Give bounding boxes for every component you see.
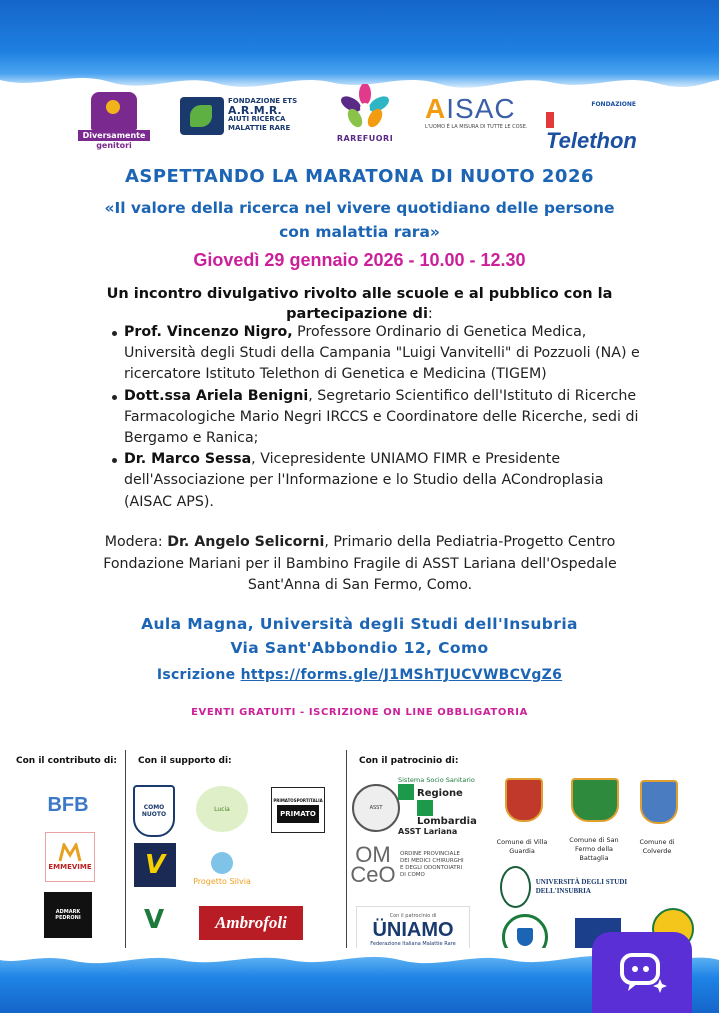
contributo-title: Con il contributo di: — [16, 756, 117, 766]
regione-lombardia-logo — [398, 776, 482, 836]
speaker-name: Dott.ssa Ariela Benigni — [124, 387, 309, 404]
regione-line1: Regione — [398, 784, 463, 800]
patrocinio-title: Con il patrocinio di: — [359, 756, 459, 766]
como-nuoto-logo: COMO NUOTO — [133, 785, 175, 837]
emmevime-logo — [45, 832, 95, 882]
admark-logo: ADMARK PEDRONI — [44, 892, 92, 938]
free-events-notice: EVENTI GRATUITI - ISCRIZIONE ON LINE OBBLIGATORIA — [191, 707, 528, 718]
bfb-logo: BFB — [47, 793, 89, 816]
uniamo-logo — [356, 906, 470, 954]
family-icon — [91, 92, 137, 130]
uniamo-top: Con il patrocinio di — [389, 913, 437, 919]
emmevime-icon — [58, 843, 82, 863]
angel-icon — [211, 852, 233, 874]
voltafulgor-logo: V — [134, 843, 176, 887]
venue — [0, 612, 719, 660]
aisac-logo — [425, 93, 528, 138]
progetto-silvia-logo — [190, 846, 254, 892]
venue-line2: Via Sant'Abbondio 12, Como — [230, 639, 489, 657]
moderator — [80, 532, 640, 597]
moderator-name: Dr. Angelo Selicorni — [167, 534, 325, 550]
speaker-item — [124, 322, 654, 386]
uniamo-fed: Federazione Italiana Malattie Rare — [370, 941, 456, 947]
speakers-list — [108, 322, 654, 513]
comune-san-fermo: Comune di San Fermo della Battaglia — [569, 836, 619, 862]
omceo-small3: E DEGLI ODONTOIATRI — [400, 865, 463, 871]
aisac-tagline: L'UOMO È LA MISURA DI TUTTE LE COSE. — [425, 124, 528, 130]
armr-fondazione: FONDAZIONE ETS — [228, 97, 298, 105]
lucia-logo: Lucia — [196, 786, 248, 832]
insubria-label: UNIVERSITÀ DEGLI STUDI DELL'INSUBRIA — [535, 878, 628, 895]
omceo-logo — [350, 842, 480, 888]
event-date: Giovedì 29 gennaio 2026 - 10.00 - 12.30 — [193, 250, 526, 270]
speaker-desc: Professore Ordinario di Genetica Medica, Università degli Studi della Campania "Luigi Vanvitelli" di Pozzuoli (NA) e ricercatore Istituto Telethon di Genetica e Medicina (TIGEM) — [124, 324, 640, 383]
omceo-big2: CeO — [350, 862, 396, 887]
venue-line1: Aula Magna, Università degli Studi dell'Insubria — [141, 615, 578, 633]
rarefuori-label: RAREFUORI — [336, 134, 394, 143]
telethon-logo — [546, 101, 637, 153]
omceo-small4: DI COMO — [400, 872, 425, 878]
primato-logo — [271, 787, 325, 833]
primato-label: PRIMATO — [277, 805, 319, 823]
chat-assistant-button[interactable] — [592, 932, 692, 1013]
armr-leaf-icon — [180, 97, 224, 135]
regione-asst: ASST Lariana — [398, 827, 458, 836]
event-title: ASPETTANDO LA MARATONA DI NUOTO 2026 — [124, 166, 595, 187]
comune-colverde: Comune di Colverde — [639, 838, 675, 855]
insubria-logo — [500, 866, 640, 908]
san-fermo-crest-icon — [571, 778, 619, 822]
omceo-small1: ORDINE PROVINCIALE — [400, 851, 460, 857]
speaker-desc: , Vicepresidente UNIAMO FIMR e Presidente dell'Associazione per l'Informazione e lo Studio della ACondroplasia (AISAC APS). — [124, 451, 604, 510]
moderator-prefix: Modera: — [104, 534, 168, 550]
speaker-name: Dr. Marco Sessa — [124, 451, 252, 468]
regione-top: Sistema Socio Sanitario — [398, 776, 475, 784]
asst-seal-logo: ASST — [352, 784, 400, 832]
regione-line2: Lombardia — [398, 800, 482, 827]
telethon-name: Telethon — [546, 108, 636, 152]
rarefuori-logo — [326, 84, 404, 150]
intro-colon: : — [427, 306, 433, 322]
column-divider — [125, 750, 126, 954]
genitori-label: genitori — [96, 141, 132, 150]
registration-label: Iscrizione — [156, 667, 241, 683]
emmevime-label: EMMEVIME — [48, 863, 92, 871]
diversamente-label: Diversamente — [78, 130, 150, 141]
speaker-desc: , Segretario Scientifico dell'Istituto di Ricerche Farmacologiche Mario Negri IRCCS e Coordinatore delle Ricerche, sedi di Bergamo e Ranica; — [124, 387, 639, 447]
omceo-small2: DEI MEDICI CHIRURGHI — [400, 858, 464, 864]
moderator-desc: , Primario della Pediatria-Progetto Centro Fondazione Mariani per il Bambino Fragile di ASST Lariana dell'Ospedale Sant'Anna di San Fermo, Como. — [103, 534, 617, 593]
silvia-label: Progetto Silvia — [193, 877, 251, 886]
comune-villa-guardia: Comune di Villa Guardia — [496, 838, 548, 855]
telethon-fondazione: FONDAZIONE — [591, 101, 636, 108]
subtitle-line2: con malattia rara» — [279, 223, 440, 241]
colverde-logo: V — [143, 905, 165, 935]
ambrofoli-logo: Ambrofoli — [199, 906, 303, 940]
registration — [0, 667, 719, 683]
top-brush-banner — [0, 0, 719, 92]
intro-text: Un incontro divulgativo rivolto alle scuole e al pubblico con la partecipazione di — [106, 286, 613, 322]
event-intro — [100, 284, 619, 324]
aisac-name: ISAC — [446, 93, 516, 124]
registration-link[interactable]: https://forms.gle/J1MShTJUCVWBCVgZ6 — [240, 667, 563, 683]
omceo-big1: OM — [355, 842, 391, 867]
uniamo-name: ÜNIAMO — [372, 919, 454, 941]
colverde-crest-icon — [640, 780, 678, 824]
armr-logo — [180, 97, 298, 139]
event-subtitle — [0, 196, 719, 244]
villa-guardia-crest-icon — [505, 778, 543, 822]
armr-line2: MALATTIE RARE — [228, 124, 291, 132]
subtitle-line1: «Il valore della ricerca nel vivere quotidiano delle persone — [104, 199, 615, 217]
insubria-seal-icon — [500, 866, 531, 908]
rarefuori-star-icon — [339, 84, 391, 130]
armr-line1: AIUTI RICERCA — [228, 115, 286, 123]
column-divider — [346, 750, 347, 954]
aisac-a: A — [425, 93, 447, 124]
chat-bot-icon — [616, 951, 668, 995]
diversamente-genitori-logo — [78, 92, 150, 154]
supporto-title: Con il supporto di: — [138, 756, 232, 766]
speaker-item — [124, 449, 654, 513]
armr-name: A.R.M.R. — [228, 104, 282, 117]
primato-top: PRIMATOSPORTITALIA — [273, 797, 323, 803]
speaker-item — [124, 386, 654, 450]
speaker-name: Prof. Vincenzo Nigro, — [124, 324, 293, 340]
